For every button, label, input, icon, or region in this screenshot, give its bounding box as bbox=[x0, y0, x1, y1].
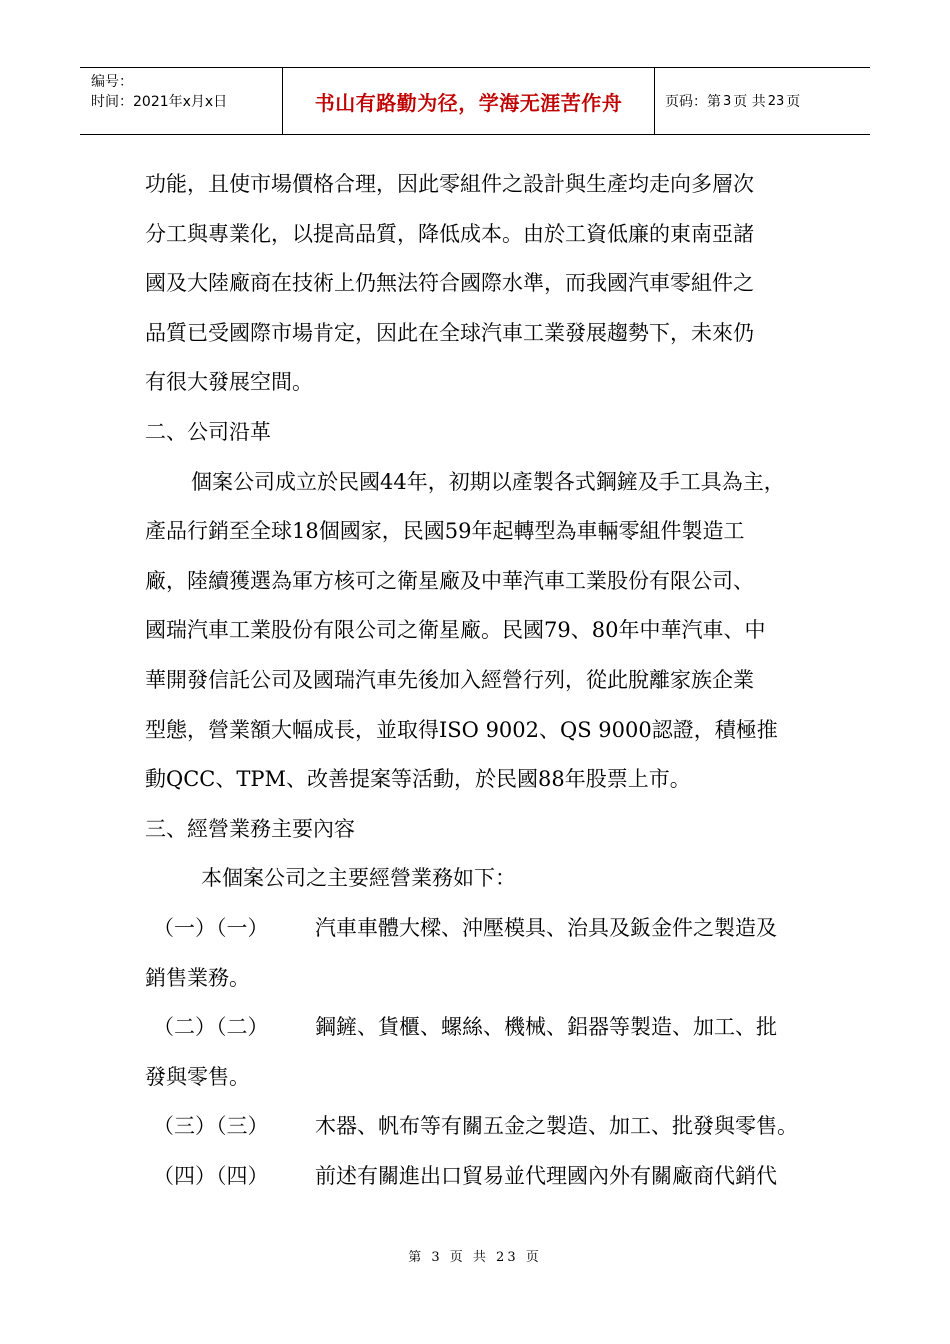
text-line: 個案公司成立於民國44年，初期以產製各式鋼鏟及手工具為主， bbox=[191, 469, 785, 494]
text-line: 分工與專業化，以提高品質，降低成本。由於工資低廉的東南亞諸 bbox=[145, 221, 754, 246]
page-current: 3 bbox=[723, 93, 732, 109]
document-code-label: 编号： bbox=[91, 74, 133, 90]
text-line: 型態，營業額大幅成長，並取得ISO 9002、QS 9000認證，積極推 bbox=[145, 717, 778, 742]
page-footer: 第 3 页 共 23 页 bbox=[408, 1250, 542, 1265]
list-item bbox=[145, 904, 825, 954]
section-heading-business: 三、經營業務主要內容 bbox=[145, 816, 355, 841]
list-item-continuation: 銷售業務。 bbox=[145, 965, 250, 990]
text-line: 華開發信託公司及國瑞汽車先後加入經營行列，從此脫離家族企業 bbox=[145, 667, 754, 692]
list-item-marker: （二）（二） bbox=[153, 1015, 269, 1040]
business-list bbox=[145, 904, 825, 1202]
text-line: 動QCC、TPM、改善提案等活動，於民國88年股票上市。 bbox=[145, 767, 691, 792]
list-item-marker: （四）（四） bbox=[153, 1163, 269, 1188]
text-line: 有很大發展空間。 bbox=[145, 370, 313, 395]
list-item-text: 木器、帆布等有關五金之製造、加工、批發與零售。 bbox=[315, 1114, 798, 1139]
business-intro: 本個案公司之主要經營業務如下： bbox=[201, 866, 516, 891]
page-suffix: 页 bbox=[786, 94, 801, 110]
document-date-label: 时间：2021年x月x日 bbox=[91, 94, 228, 110]
page-prefix: 页码：第 bbox=[665, 94, 721, 110]
section-heading-history: 二、公司沿革 bbox=[145, 419, 271, 444]
header-motto: 书山有路勤为径，学海无涯苦作舟 bbox=[283, 68, 655, 134]
page-header bbox=[80, 67, 870, 135]
text-line: 品質已受國際市場肯定，因此在全球汽車工業發展趨勢下，未來仍 bbox=[145, 320, 754, 345]
page-middle: 页 共 bbox=[733, 94, 766, 110]
list-item-text: 汽車車體大樑、沖壓模具、治具及鈑金件之製造及 bbox=[315, 915, 777, 940]
list-item bbox=[145, 1003, 825, 1053]
document-body bbox=[145, 160, 825, 1201]
list-item bbox=[145, 1152, 825, 1202]
list-item-marker: （一）（一） bbox=[153, 915, 269, 940]
text-line: 國及大陸廠商在技術上仍無法符合國際水準，而我國汽車零組件之 bbox=[145, 271, 754, 296]
list-item-text: 鋼鏟、貨櫃、螺絲、機械、鋁器等製造、加工、批 bbox=[315, 1015, 777, 1040]
paragraph-industry bbox=[145, 160, 825, 408]
header-page-info bbox=[655, 68, 870, 134]
text-line: 功能，且使市場價格合理，因此零組件之設計與生產均走向多層次 bbox=[145, 172, 754, 196]
list-item-continuation: 發與零售。 bbox=[145, 1064, 250, 1089]
list-item-marker: （三）（三） bbox=[153, 1114, 269, 1139]
page-total: 23 bbox=[767, 93, 785, 109]
paragraph-history bbox=[145, 458, 825, 805]
header-meta bbox=[80, 68, 283, 134]
text-line: 產品行銷至全球18個國家，民國59年起轉型為車輛零組件製造工 bbox=[145, 519, 745, 544]
text-line: 廠，陸續獲選為軍方核可之衛星廠及中華汽車工業股份有限公司、 bbox=[145, 568, 754, 593]
text-line: 國瑞汽車工業股份有限公司之衛星廠。民國79、80年中華汽車、中 bbox=[145, 618, 766, 643]
list-item-text: 前述有關進出口貿易並代理國內外有關廠商代銷代 bbox=[315, 1163, 777, 1188]
list-item bbox=[145, 1102, 825, 1152]
